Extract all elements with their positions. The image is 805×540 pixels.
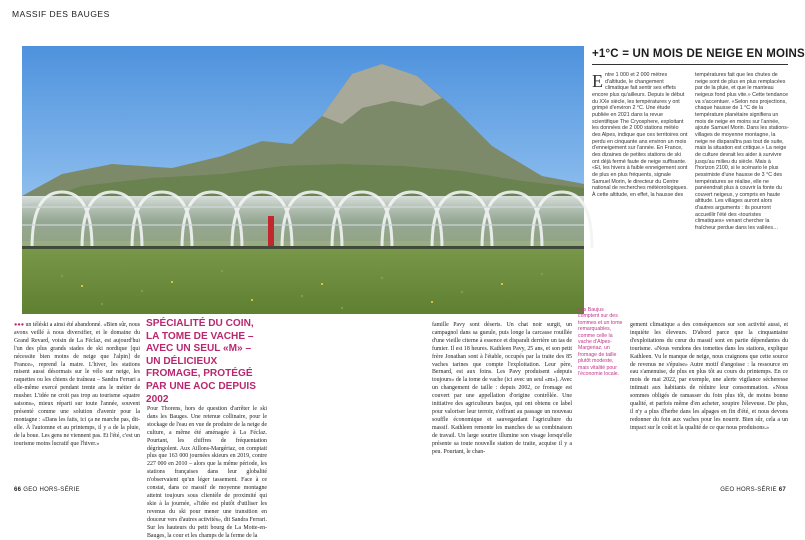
sidebar-text-2: températures fait que les chutes de neige sont de plus en plus remplacées par de la pluie, et que le manteau neigeux fond plus vite.» Cette tendance va s'accentuer. «Selon nos projections, chaque hausse de 1 °C de la température planétaire signifiera un mois de neige en moins sur l'année, ajoute Samuel Morin. Dans les stations-villages de moyenne montagne, la neige ne disparaîtra pas tout de suite, mais la situation est critique.» La neige de culture devrait les aider à survivre jusqu'au milieu du siècle. Mais à l'horizon 2100, si le scénario le plus pessimiste d'une hausse de 3 °C des températures se réalise, elle ne parviendrait plus à couvrir la fonte du couvert neigeux, y compris en haute altitude. Les villages auront alors d'autres arguments : ils pourront accueillir l'été des «touristes climatiques» venant chercher la fraîcheur perdue dans les vallées… (695, 72, 789, 232)
section-header: MASSIF DES BAUGES (12, 9, 110, 19)
body-column-3 (432, 322, 572, 456)
body-text-2: Pour Thorens, hors de question d'arrêter le ski dans les Bauges. Une retenue collinaire, pour le stockage de l'eau en vue de produire de la neige de culture, a même été aménagée à La Féclaz. Pourtant, les chiffres de fréquentation dégringolent. Aux Aillons-Margériaz, on comptait plus que 163 000 journées skieurs en 2019, contre 227 000 en 2010 – alors que la même période, les stations françaises dans leur globalité n'observaient qu'un léger tassement. Face à ce constat, dans ce massif de moyenne montagne atteint toujours sous clientèle de proximité qui skie à la journée, «l'idée est plutôt d'utiliser les revenus du ski pour mener une transition en douceur vers d'autres activités», dit Sandra Ferrari. Sur les hauteurs du petit bourg de La Motte-en-Bauges, la cour et les champs de la ferme de la (147, 406, 267, 539)
drop-cap: E (592, 71, 603, 91)
page-number-left: 66 (14, 487, 22, 493)
pull-quote: SPÉCIALITÉ DU COIN, LA TOME DE VACHE – AVEC UN SEUL «M» – UN DÉLICIEUX FROMAGE, PROTÉGÉ PAR UNE AOC DEPUIS 2002 (146, 318, 256, 405)
bullet-icon: ●●● (14, 322, 26, 328)
sidebar-box (592, 46, 805, 314)
sidebar-title: +1°C = UN MOIS DE NEIGE EN MOINS (592, 48, 805, 60)
body-text-4: gement climatique a des conséquences sur son activité aussi, et inquiète les éleveurs. D'abord parce que la cinquantaine d'exploitations du cœur du massif sont en partie dépendantes du tourisme. «Nous vendons des tomettes dans les stations, explique Kathleen. Vu le manque de neige, nous craignons que cette source de revenus ne s'épuise» Autre motif d'angoisse : la ressource en eau s'amenuise, de plus en plus tôt au cours du printemps. En ce mois de mai 2022, par exemple, une alerte vigilance sécheresse intimait aux habitants de réduire leur consommation. «Nous sommes obligés de ramasser du foin plus tôt, de moins bonne qualité, et parfois même d'en acheter, soupire l'éleveuse. De plus, il n'y a plus d'herbe dans les alpages en fin d'été, et nous devons redonner du foin aux vaches pour les nourrir. Bien sûr, cela a un impact sur le coût et la qualité de ce que nous produisons.» (630, 322, 788, 431)
body-column-2-lower (147, 406, 267, 540)
sidebar-column-2 (695, 72, 789, 232)
footer-left (14, 487, 80, 493)
photo-caption: Les Baujus comptent sur des tommes et un tome remarquables, comme celle la vache d'Alpes-Margeriaz, un fromage de taille plutôt modeste, mais vitalité pour l'économie locale. (578, 307, 623, 378)
sidebar-column-1 (592, 72, 688, 198)
footer-right (720, 487, 786, 493)
publication-right: GEO HORS-SÉRIE (720, 487, 777, 493)
body-text-1: un téléski a ainsi été abandonné. «Bien sûr, nous avons veillé à nous diversifier, et le domaine du Grand Revard, voisin de La Féclaz, est aujourd'hui l'un des plus grands stades de ski nordique [qui nécessite bien moins de neige que l'alpin] de France», reprend la maire. L'hiver, les stations misent aussi désormais sur le vélo sur neige, les raquettes ou les chiens de traîneau – Sandra Ferrari a elle-même exercé pendant trente ans le métier de musher. L'idée ne croit pas trop au tourisme «quatre saisons», mieux réparti sur toute l'année, souvent présenté comme une solution d'avenir pour la montagne : «Dans les faits, ici ça ne marche pas, dit-elle. À l'automne et au printemps, il y a de la pluie, de la boue. Les gens ne viennent pas. Et l'été, c'est un tourisme moins lucratif que l'hiver.» (14, 322, 140, 447)
sidebar-text-1: ntre 1 000 et 2 000 mètres d'altitude, le changement climatique fait sentir ses effets encore plus qu'ailleurs. Depuis le début du XXe siècle, les températures y ont grimpé d'environ 2 °C. Une étude publiée en 2021 dans la revue scientifique The Cryosphere, exploitant les données de 2 000 stations météo des Alpes, indique que ces territoires ont perdu en cinquante ans environ un mois d'enneigement sur l'année. En France, des dizaines de petites stations de ski ont déjà fermé faute de neige suffisante. «Et, les hivers à faible enneigement sont de plus en plus fréquents, signale Samuel Morin, le directeur du Centre national de recherches météorologiques. À cette altitude, en effet, la hausse des (592, 72, 688, 198)
body-text-3: famille Pavy sont déserts. Un chat noir surgit, un campagnol dans sa gueule, puis longe la carcasse rouillée d'une vieille citerne à essence et disparaît derrière un tas de fumier. Il est 18 heures. Kathleen Pavy, 25 ans, et son petit frère Jonathan sont à l'étable, occupés par la traite des 85 vaches tarines que compte l'exploitation. Leur père, Bernard, est aux foins. Les Pavy produisent «depuis toujours» de la tome de vache (ici avec un seul «m»). Avec un changement de taille : depuis 2002, ce fromage est couvert par une appellation d'origine contrôlée. Une initiative des agriculteurs baujus, qui ont obtenu ce label pour valoriser leur terroir, s'offrant au passage un nouveau souffle économique et sauvegardant l'agriculture du massif. Kathleen remonte les manches de sa combinaison de travail. Un large sourire illumine son visage lorsqu'elle présente sa toute nouvelle station de traite, acquise il y a peu. Pourtant, le chan- (432, 322, 572, 455)
body-column-1 (14, 322, 140, 449)
page-number-right: 67 (778, 487, 786, 493)
cover-photo (22, 46, 584, 314)
publication-left: GEO HORS-SÉRIE (23, 487, 80, 493)
sidebar-rule (592, 64, 788, 65)
greenhouse-landscape-image (22, 46, 584, 314)
body-column-4 (630, 322, 788, 433)
